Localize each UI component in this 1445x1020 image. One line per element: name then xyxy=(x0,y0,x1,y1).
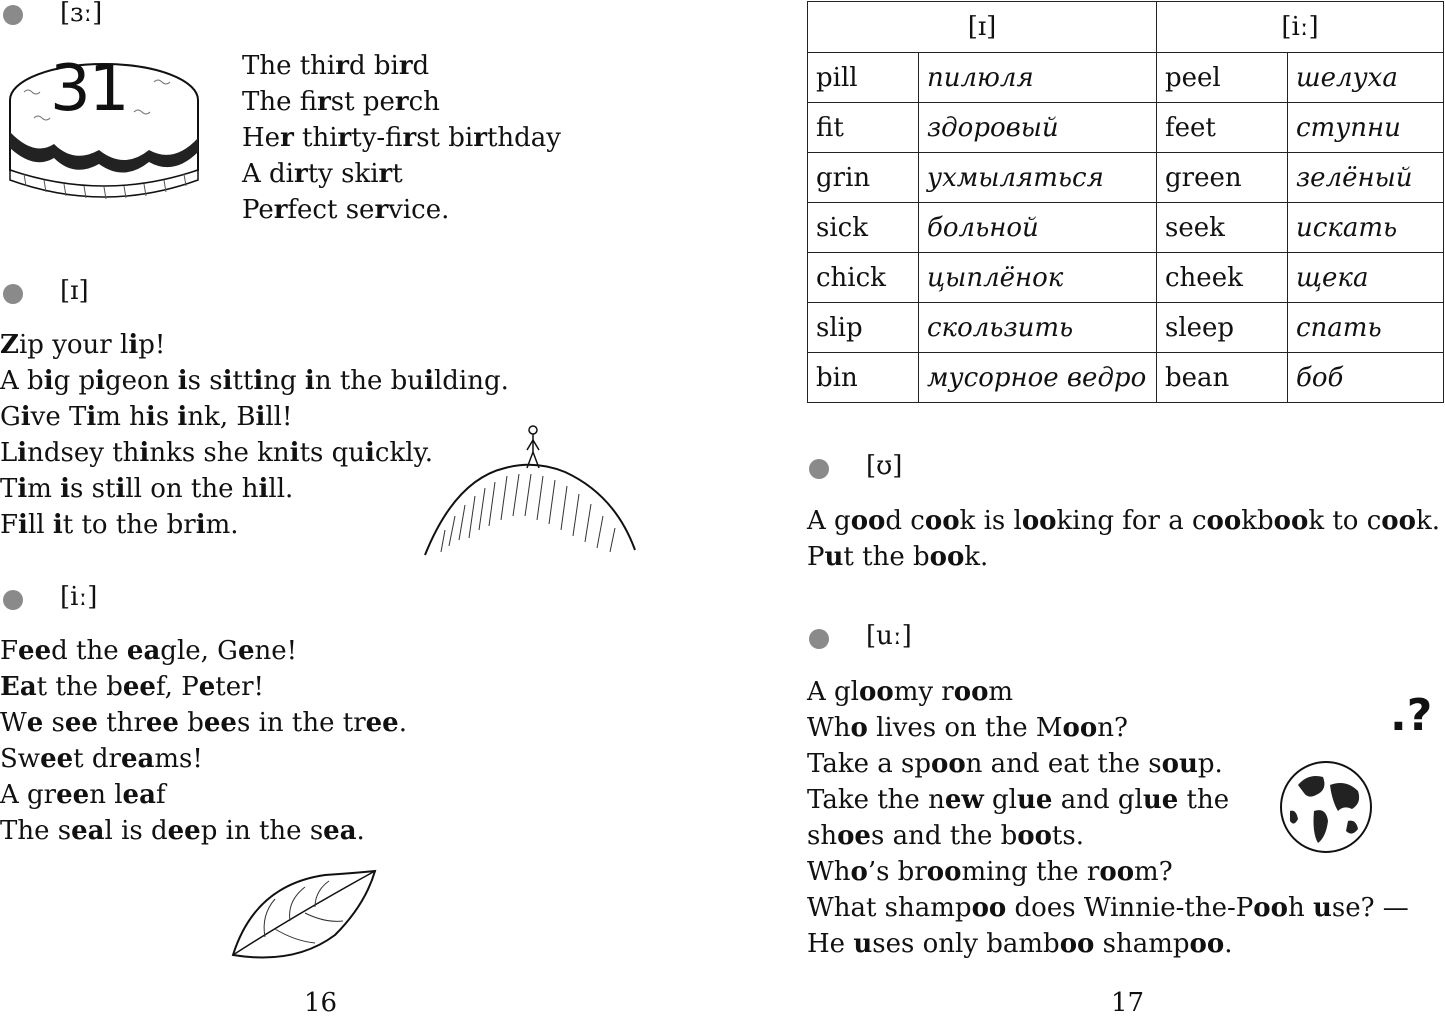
bold-letters: oo xyxy=(1059,929,1095,959)
text-segment: gle, G xyxy=(160,636,238,666)
bold-letters: oo xyxy=(929,542,965,572)
text-segment: thday xyxy=(486,123,561,153)
bold-letters: oo xyxy=(1381,506,1416,536)
english-word-long-i-cell: cheek xyxy=(1157,253,1288,303)
text-segment: shamp xyxy=(1094,929,1190,959)
text-segment: Take a sp xyxy=(807,749,931,779)
bold-letters: i xyxy=(128,330,139,360)
text-segment: A gr xyxy=(0,780,57,810)
bold-letters: e xyxy=(198,672,216,702)
text-segment: thr xyxy=(97,708,146,738)
russian-translation-cell: больной xyxy=(919,203,1157,253)
table-row xyxy=(808,53,1444,103)
text-line xyxy=(807,926,1409,962)
bold-letters: i xyxy=(177,366,188,396)
section-symbol: [ʊ] xyxy=(866,451,903,481)
bold-letters: i xyxy=(95,366,106,396)
text-segment: sh xyxy=(807,821,838,851)
word-pairs-table xyxy=(807,1,1444,403)
bold-letters: ew xyxy=(944,785,984,815)
text-segment: ve T xyxy=(30,402,87,432)
bold-letters: i xyxy=(139,438,150,468)
text-line xyxy=(807,854,1409,890)
bold-letters: ee xyxy=(56,780,90,810)
text-segment: k is l xyxy=(959,506,1022,536)
text-line xyxy=(0,741,407,777)
text-segment: lding. xyxy=(433,366,509,396)
english-word-short-i-cell: grin xyxy=(808,153,919,203)
text-segment: the xyxy=(1178,785,1230,815)
bold-letters: i xyxy=(20,402,31,432)
bullet-dot xyxy=(809,629,829,649)
text-segment: t to the br xyxy=(62,510,196,540)
bold-letters: i xyxy=(60,474,71,504)
table-row xyxy=(808,103,1444,153)
russian-translation-cell: цыплёнок xyxy=(919,253,1157,303)
table-row xyxy=(808,153,1444,203)
text-line xyxy=(242,84,561,120)
text-segment: ll! xyxy=(265,402,293,432)
text-segment: does Winnie-the-P xyxy=(1006,893,1254,923)
text-segment: ndsey th xyxy=(27,438,140,468)
bold-letters: r xyxy=(280,123,294,153)
bold-letters: i xyxy=(177,402,188,432)
bold-letters: i xyxy=(18,510,28,540)
bold-letters: ea xyxy=(323,816,357,846)
text-segment: A g xyxy=(807,506,851,536)
bold-letters: Ea xyxy=(0,672,37,702)
bold-letters: r xyxy=(294,159,308,189)
thought-marks: .? xyxy=(1390,690,1433,741)
english-word-long-i-cell: green xyxy=(1157,153,1288,203)
text-segment: n and eat the s xyxy=(965,749,1162,779)
bold-letters: r xyxy=(273,195,288,225)
text-segment: k. xyxy=(964,542,989,572)
bold-letters: i xyxy=(17,438,28,468)
table-header: [iː] xyxy=(1157,2,1444,53)
english-word-short-i-cell: bin xyxy=(808,353,919,403)
table-row xyxy=(808,203,1444,253)
text-segment: The thi xyxy=(242,51,336,81)
text-segment: d xyxy=(412,51,430,81)
bold-letters: Z xyxy=(0,330,19,360)
text-segment: p! xyxy=(138,330,166,360)
text-segment: my r xyxy=(893,677,954,707)
text-line xyxy=(242,120,561,156)
text-segment: f, P xyxy=(155,672,199,702)
english-word-long-i-cell: seek xyxy=(1157,203,1288,253)
text-segment: L xyxy=(0,438,18,468)
text-segment: d bi xyxy=(348,51,399,81)
text-segment: k to c xyxy=(1308,506,1382,536)
bold-letters: e xyxy=(26,708,44,738)
text-segment: ts. xyxy=(1051,821,1084,851)
text-segment: gl xyxy=(983,785,1017,815)
text-segment: He xyxy=(807,929,854,959)
english-word-long-i-cell: feet xyxy=(1157,103,1288,153)
text-segment: ter! xyxy=(215,672,264,702)
text-segment: n the bu xyxy=(314,366,425,396)
russian-translation-cell: пилюля xyxy=(919,53,1157,103)
text-segment: s and the b xyxy=(870,821,1018,851)
text-segment: t the b xyxy=(843,542,930,572)
text-segment: b xyxy=(178,708,204,738)
bold-letters: oo xyxy=(971,893,1007,923)
bold-letters: r xyxy=(317,87,331,117)
text-segment: m? xyxy=(1134,857,1173,887)
text-line xyxy=(0,813,407,849)
text-segment: and gl xyxy=(1052,785,1143,815)
page-number: 16 xyxy=(304,988,338,1018)
russian-translation-cell: скользить xyxy=(919,303,1157,353)
russian-translation-cell: ухмыляться xyxy=(919,153,1157,203)
bold-letters: oo xyxy=(859,677,894,707)
text-segment: m xyxy=(988,677,1014,707)
text-segment: Pe xyxy=(242,195,274,225)
russian-translation-cell: зелёный xyxy=(1288,153,1444,203)
section-lines xyxy=(807,503,1440,575)
bold-letters: ea xyxy=(71,816,105,846)
text-line xyxy=(0,705,407,741)
text-segment: F xyxy=(0,636,19,666)
bold-letters: i xyxy=(195,510,206,540)
text-segment: ll on the h xyxy=(125,474,259,504)
text-segment: Wh xyxy=(807,857,851,887)
text-segment: d c xyxy=(885,506,925,536)
bold-letters: i xyxy=(115,474,126,504)
text-segment: t the b xyxy=(36,672,123,702)
text-segment: A di xyxy=(242,159,294,189)
text-segment: P xyxy=(807,542,825,572)
hill-with-person-icon xyxy=(415,420,645,570)
russian-translation-cell: шелуха xyxy=(1288,53,1444,103)
bold-letters: oo xyxy=(1021,506,1057,536)
text-line xyxy=(0,633,407,669)
text-segment: A gl xyxy=(807,677,859,707)
text-segment: geon xyxy=(105,366,178,396)
table-row xyxy=(808,253,1444,303)
text-segment: Take the n xyxy=(807,785,945,815)
bullet-dot xyxy=(3,5,23,25)
bold-letters: i xyxy=(255,402,266,432)
text-segment: ch xyxy=(408,87,440,117)
text-segment: Wh xyxy=(807,713,851,743)
text-segment: se? — xyxy=(1331,893,1409,923)
bold-letters: ee xyxy=(18,636,52,666)
text-segment: ckly. xyxy=(374,438,434,468)
bold-letters: r xyxy=(335,51,349,81)
text-segment: . xyxy=(1224,929,1233,959)
bold-letters: r xyxy=(473,123,487,153)
russian-translation-cell: боб xyxy=(1288,353,1444,403)
bold-letters: i xyxy=(365,438,375,468)
section-symbol: [ɪ] xyxy=(60,276,89,306)
text-line xyxy=(807,503,1440,539)
bold-letters: i xyxy=(424,366,434,396)
bold-letters: i xyxy=(258,474,269,504)
bold-letters: ue xyxy=(1142,785,1179,815)
text-line xyxy=(0,363,509,399)
bold-letters: i xyxy=(145,402,156,432)
text-segment: p. xyxy=(1197,749,1223,779)
bold-letters: u xyxy=(824,542,844,572)
bold-letters: o xyxy=(850,713,868,743)
bold-letters: oo xyxy=(850,506,886,536)
bold-letters: e xyxy=(237,636,255,666)
russian-translation-cell: здоровый xyxy=(919,103,1157,153)
text-segment: m xyxy=(27,474,61,504)
text-segment: f xyxy=(155,780,166,810)
leaf-icon xyxy=(225,865,385,965)
bold-letters: oo xyxy=(1206,506,1242,536)
english-word-short-i-cell: fit xyxy=(808,103,919,153)
section-symbol: [ɜː] xyxy=(60,0,103,28)
bold-letters: ee xyxy=(122,672,156,702)
text-segment: ne! xyxy=(254,636,298,666)
bold-letters: ee xyxy=(167,816,201,846)
text-segment: ty ski xyxy=(307,159,379,189)
bold-letters: oo xyxy=(1189,929,1225,959)
text-segment: s xyxy=(43,708,65,738)
text-segment: thi xyxy=(293,123,338,153)
bullet-dot xyxy=(809,459,829,479)
bold-letters: oo xyxy=(930,749,966,779)
bold-letters: oo xyxy=(924,506,960,536)
text-segment: . xyxy=(356,816,365,846)
text-segment: h xyxy=(1287,893,1313,923)
text-segment: d the xyxy=(51,636,127,666)
text-segment: F xyxy=(0,510,19,540)
text-segment: ms! xyxy=(154,744,203,774)
text-segment: p in the s xyxy=(200,816,324,846)
bold-letters: r xyxy=(374,195,389,225)
text-segment: lives on the M xyxy=(867,713,1063,743)
text-segment: He xyxy=(242,123,281,153)
english-word-long-i-cell: bean xyxy=(1157,353,1288,403)
text-line xyxy=(807,890,1409,926)
text-segment: ll xyxy=(27,510,53,540)
text-segment: tt xyxy=(232,366,254,396)
text-segment: ng xyxy=(263,366,305,396)
bold-letters: i xyxy=(253,366,264,396)
text-segment: ll. xyxy=(268,474,294,504)
bold-letters: ee xyxy=(203,708,237,738)
section-symbol: [iː] xyxy=(60,582,98,612)
bold-letters: ee xyxy=(365,708,399,738)
bold-letters: ue xyxy=(1017,785,1053,815)
text-line xyxy=(242,156,561,192)
section-lines xyxy=(242,48,561,228)
text-segment: The s xyxy=(0,816,72,846)
text-line xyxy=(807,710,1409,746)
bold-letters: ea xyxy=(122,780,156,810)
text-segment: ming the r xyxy=(961,857,1100,887)
table-row xyxy=(808,353,1444,403)
text-segment: k. xyxy=(1415,506,1440,536)
text-segment: s in the tr xyxy=(236,708,366,738)
bold-letters: oo xyxy=(1253,893,1288,923)
bold-letters: u xyxy=(853,929,873,959)
text-segment: G xyxy=(0,402,21,432)
text-segment: m. xyxy=(205,510,239,540)
russian-translation-cell: ступни xyxy=(1288,103,1444,153)
text-segment: Sw xyxy=(0,744,41,774)
text-line xyxy=(0,777,407,813)
text-segment: . xyxy=(398,708,407,738)
text-segment: king for a c xyxy=(1056,506,1207,536)
text-segment: st pe xyxy=(330,87,395,117)
bold-letters: oe xyxy=(837,821,871,851)
bold-letters: r xyxy=(398,51,413,81)
text-segment: fect se xyxy=(287,195,375,225)
bold-letters: i xyxy=(43,366,54,396)
text-segment: vice. xyxy=(388,195,450,225)
bold-letters: r xyxy=(394,87,409,117)
text-segment: g p xyxy=(53,366,96,396)
text-segment: nks she kn xyxy=(149,438,290,468)
text-segment: A b xyxy=(0,366,44,396)
russian-translation-cell: спать xyxy=(1288,303,1444,353)
bold-letters: i xyxy=(289,438,300,468)
bold-letters: oo xyxy=(1099,857,1135,887)
russian-translation-cell: искать xyxy=(1288,203,1444,253)
bullet-dot xyxy=(3,284,23,304)
cake-number: 31 xyxy=(50,52,128,126)
bold-letters: ou xyxy=(1161,749,1198,779)
russian-translation-cell: мусорное ведро xyxy=(919,353,1157,403)
text-segment: m h xyxy=(96,402,146,432)
text-segment: st bi xyxy=(416,123,474,153)
text-segment: s st xyxy=(70,474,116,504)
text-segment: The fi xyxy=(242,87,318,117)
bold-letters: u xyxy=(1312,893,1332,923)
text-segment: ty-fi xyxy=(351,123,403,153)
text-segment: ts qu xyxy=(299,438,366,468)
text-segment: kb xyxy=(1241,506,1274,536)
text-segment: n? xyxy=(1097,713,1128,743)
text-line xyxy=(0,327,509,363)
english-word-long-i-cell: sleep xyxy=(1157,303,1288,353)
bold-letters: oo xyxy=(1273,506,1309,536)
text-line xyxy=(242,48,561,84)
text-segment: ip your l xyxy=(18,330,129,360)
bold-letters: i xyxy=(86,402,97,432)
globe-icon xyxy=(1278,755,1378,855)
text-segment: s s xyxy=(187,366,223,396)
text-segment: ses only bamb xyxy=(872,929,1060,959)
text-line xyxy=(242,192,561,228)
bold-letters: oo xyxy=(926,857,962,887)
bold-letters: i xyxy=(304,366,315,396)
text-segment: n l xyxy=(89,780,123,810)
text-segment: t dr xyxy=(73,744,121,774)
english-word-short-i-cell: chick xyxy=(808,253,919,303)
bold-letters: o xyxy=(850,857,868,887)
section-lines xyxy=(0,633,407,849)
text-segment: l is d xyxy=(104,816,168,846)
text-segment: ’s br xyxy=(867,857,927,887)
table-header: [ɪ] xyxy=(808,2,1157,53)
bold-letters: ee xyxy=(40,744,74,774)
text-line xyxy=(807,674,1409,710)
text-segment: T xyxy=(0,474,18,504)
text-segment: s xyxy=(155,402,178,432)
bold-letters: oo xyxy=(1062,713,1098,743)
text-segment: nk, B xyxy=(187,402,256,432)
text-segment: W xyxy=(0,708,27,738)
bullet-dot xyxy=(3,590,23,610)
bold-letters: ea xyxy=(126,636,161,666)
bold-letters: ee xyxy=(64,708,98,738)
table-row xyxy=(808,303,1444,353)
text-line xyxy=(0,669,407,705)
english-word-short-i-cell: pill xyxy=(808,53,919,103)
page-number: 17 xyxy=(1111,988,1145,1018)
bold-letters: ee xyxy=(145,708,179,738)
section-symbol: [uː] xyxy=(866,621,912,651)
bold-letters: i xyxy=(17,474,28,504)
text-line xyxy=(807,539,1440,575)
english-word-short-i-cell: sick xyxy=(808,203,919,253)
bold-letters: ea xyxy=(120,744,155,774)
bold-letters: i xyxy=(222,366,233,396)
english-word-short-i-cell: slip xyxy=(808,303,919,353)
bold-letters: r xyxy=(378,159,393,189)
bold-letters: oo xyxy=(953,677,989,707)
text-segment: What shamp xyxy=(807,893,972,923)
text-segment: t xyxy=(392,159,403,189)
russian-translation-cell: щека xyxy=(1288,253,1444,303)
bold-letters: oo xyxy=(1017,821,1052,851)
bold-letters: i xyxy=(52,510,63,540)
bold-letters: r xyxy=(402,123,417,153)
english-word-long-i-cell: peel xyxy=(1157,53,1288,103)
bold-letters: r xyxy=(337,123,352,153)
